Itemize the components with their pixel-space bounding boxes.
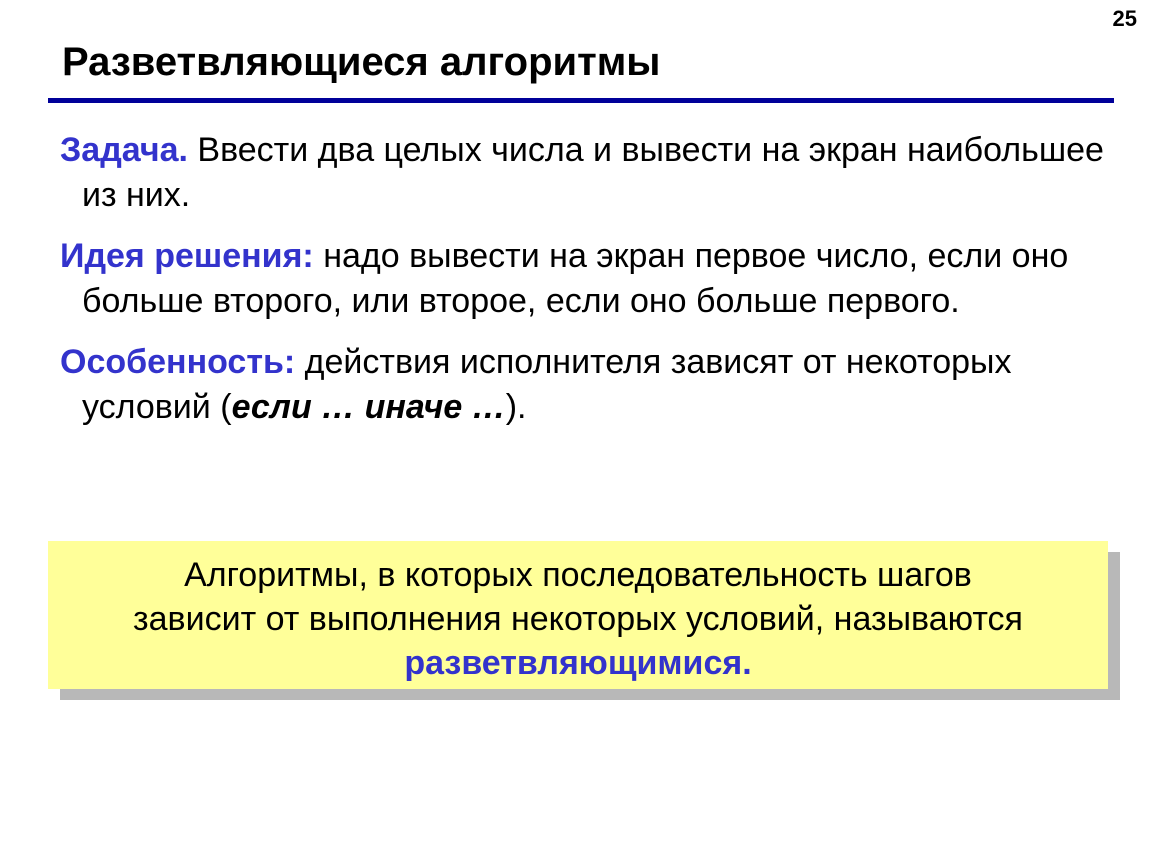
definition-term: разветвляющимися. — [404, 644, 752, 682]
task-paragraph — [60, 128, 1120, 218]
idea-label: Идея решения: — [60, 237, 314, 275]
feature-text-after: ). — [505, 388, 527, 426]
definition-line-2: зависит от выполнения некоторых условий, называются — [133, 600, 1023, 638]
feature-label: Особенность: — [60, 343, 296, 381]
feature-keywords: если … иначе … — [231, 388, 506, 426]
slide-content — [60, 128, 1120, 446]
idea-paragraph — [60, 234, 1120, 324]
title-divider — [48, 98, 1114, 103]
feature-text-before: действия исполнителя зависят от некоторых условий ( — [82, 343, 1012, 426]
slide-number: 25 — [1112, 6, 1137, 31]
task-label: Задача. — [60, 131, 188, 169]
feature-paragraph — [60, 340, 1120, 430]
page-title: Разветвляющиеся алгоритмы — [62, 40, 661, 84]
idea-text: надо вывести на экран первое число, если оно больше второго, или второе, если оно больше первого. — [82, 237, 1069, 320]
task-text: Ввести два целых числа и вывести на экран наибольшее из них. — [82, 131, 1104, 214]
definition-box — [48, 541, 1108, 689]
definition-line-1: Алгоритмы, в которых последовательность шагов — [184, 556, 972, 594]
